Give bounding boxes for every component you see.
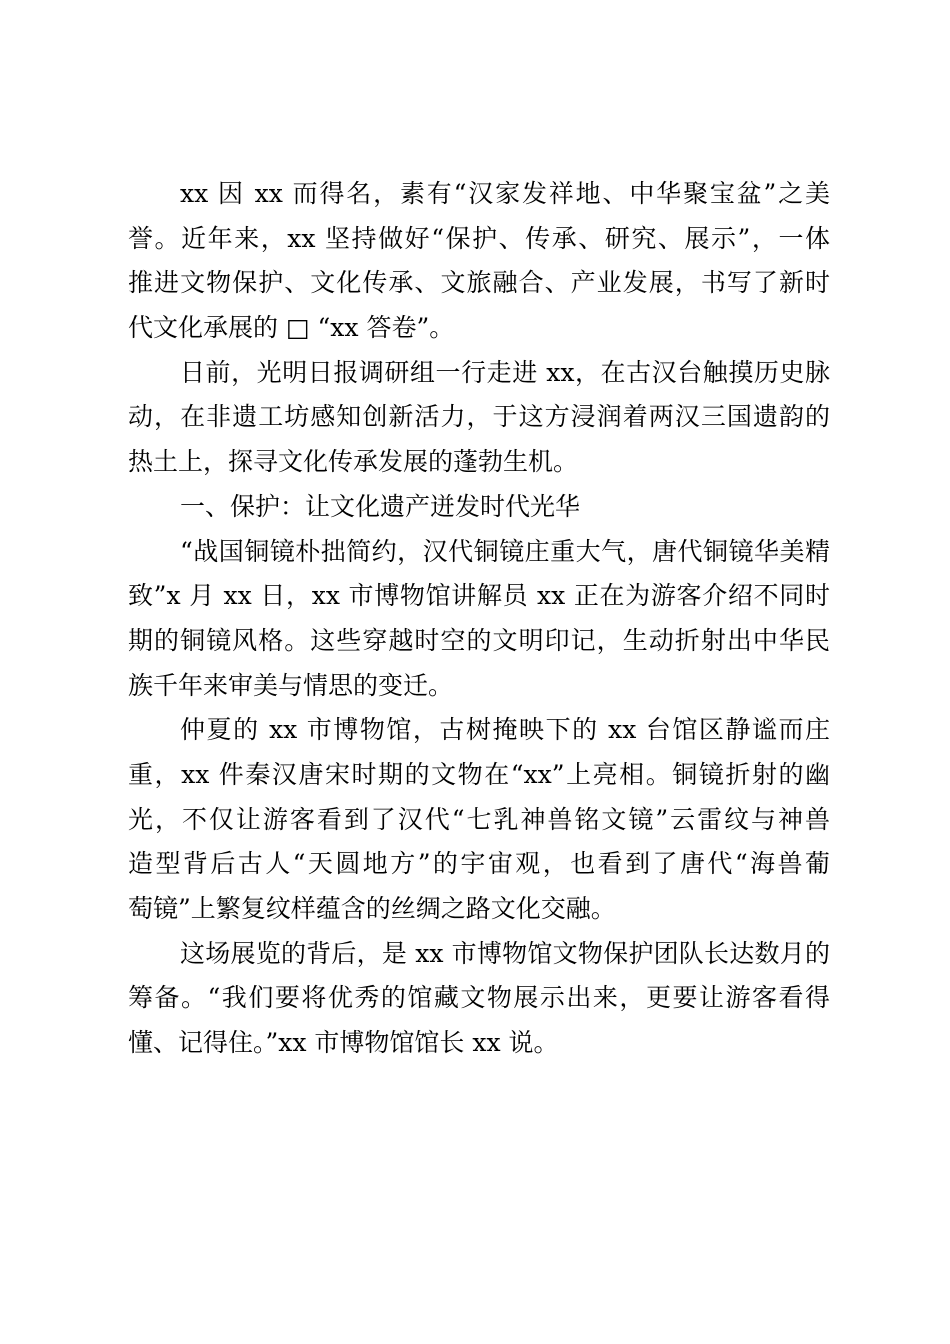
text-line: 致”x 月 xx 日，xx 市博物馆讲解员 xx 正在为游客介绍不同时 xyxy=(128,581,830,611)
text-line: 筹备。“我们要将优秀的馆藏文物展示出来，更要让游客看得 xyxy=(128,983,830,1013)
text-line: xx 因 xx 而得名，素有“汉家发祥地、中华聚宝盆”之美 xyxy=(180,179,830,208)
text-line: 一、保护：让文化遗产迸发时代光华 xyxy=(180,491,581,521)
document-body xyxy=(128,172,830,1066)
text-line: 期的铜镜风格。这些穿越时空的文明印记，生动折射出中华民 xyxy=(128,625,830,655)
text-line: 仲夏的 xx 市博物馆，古树掩映下的 xx 台馆区静谧而庄 xyxy=(180,715,830,745)
text-line: 推进文物保护、文化传承、文旅融合、产业发展，书写了新时 xyxy=(128,268,830,298)
text-line: 代文化承展的 □ “xx 答卷”。 xyxy=(128,313,455,343)
text-line: “战国铜镜朴拙简约，汉代铜镜庄重大气，唐代铜镜华美精 xyxy=(180,536,830,566)
text-line: 动，在非遗工坊感知创新活力，于这方浸润着两汉三国遗韵的 xyxy=(128,402,830,432)
text-line: 造型背后古人“天圆地方”的宇宙观，也看到了唐代“海兽葡 xyxy=(128,849,830,879)
text-line: 光，不仅让游客看到了汉代“七乳神兽铭文镜”云雷纹与神兽 xyxy=(128,804,830,834)
text-line: 誉。近年来，xx 坚持做好“保护、传承、研究、展示”，一体 xyxy=(128,223,830,253)
text-line: 重，xx 件秦汉唐宋时期的文物在“xx”上亮相。铜镜折射的幽 xyxy=(128,759,830,789)
text-line: 日前，光明日报调研组一行走进 xx，在古汉台触摸历史脉 xyxy=(180,357,830,387)
text-line: 懂、记得住。”xx 市博物馆馆长 xx 说。 xyxy=(128,1028,559,1058)
text-line: 族千年来审美与情思的变迁。 xyxy=(128,670,454,700)
text-line: 这场展览的背后，是 xx 市博物馆文物保护团队长达数月的 xyxy=(180,938,830,968)
text-line: 热土上，探寻文化传承发展的蓬勃生机。 xyxy=(128,447,579,477)
text-line: 萄镜”上繁复纹样蕴含的丝绸之路文化交融。 xyxy=(128,894,616,923)
